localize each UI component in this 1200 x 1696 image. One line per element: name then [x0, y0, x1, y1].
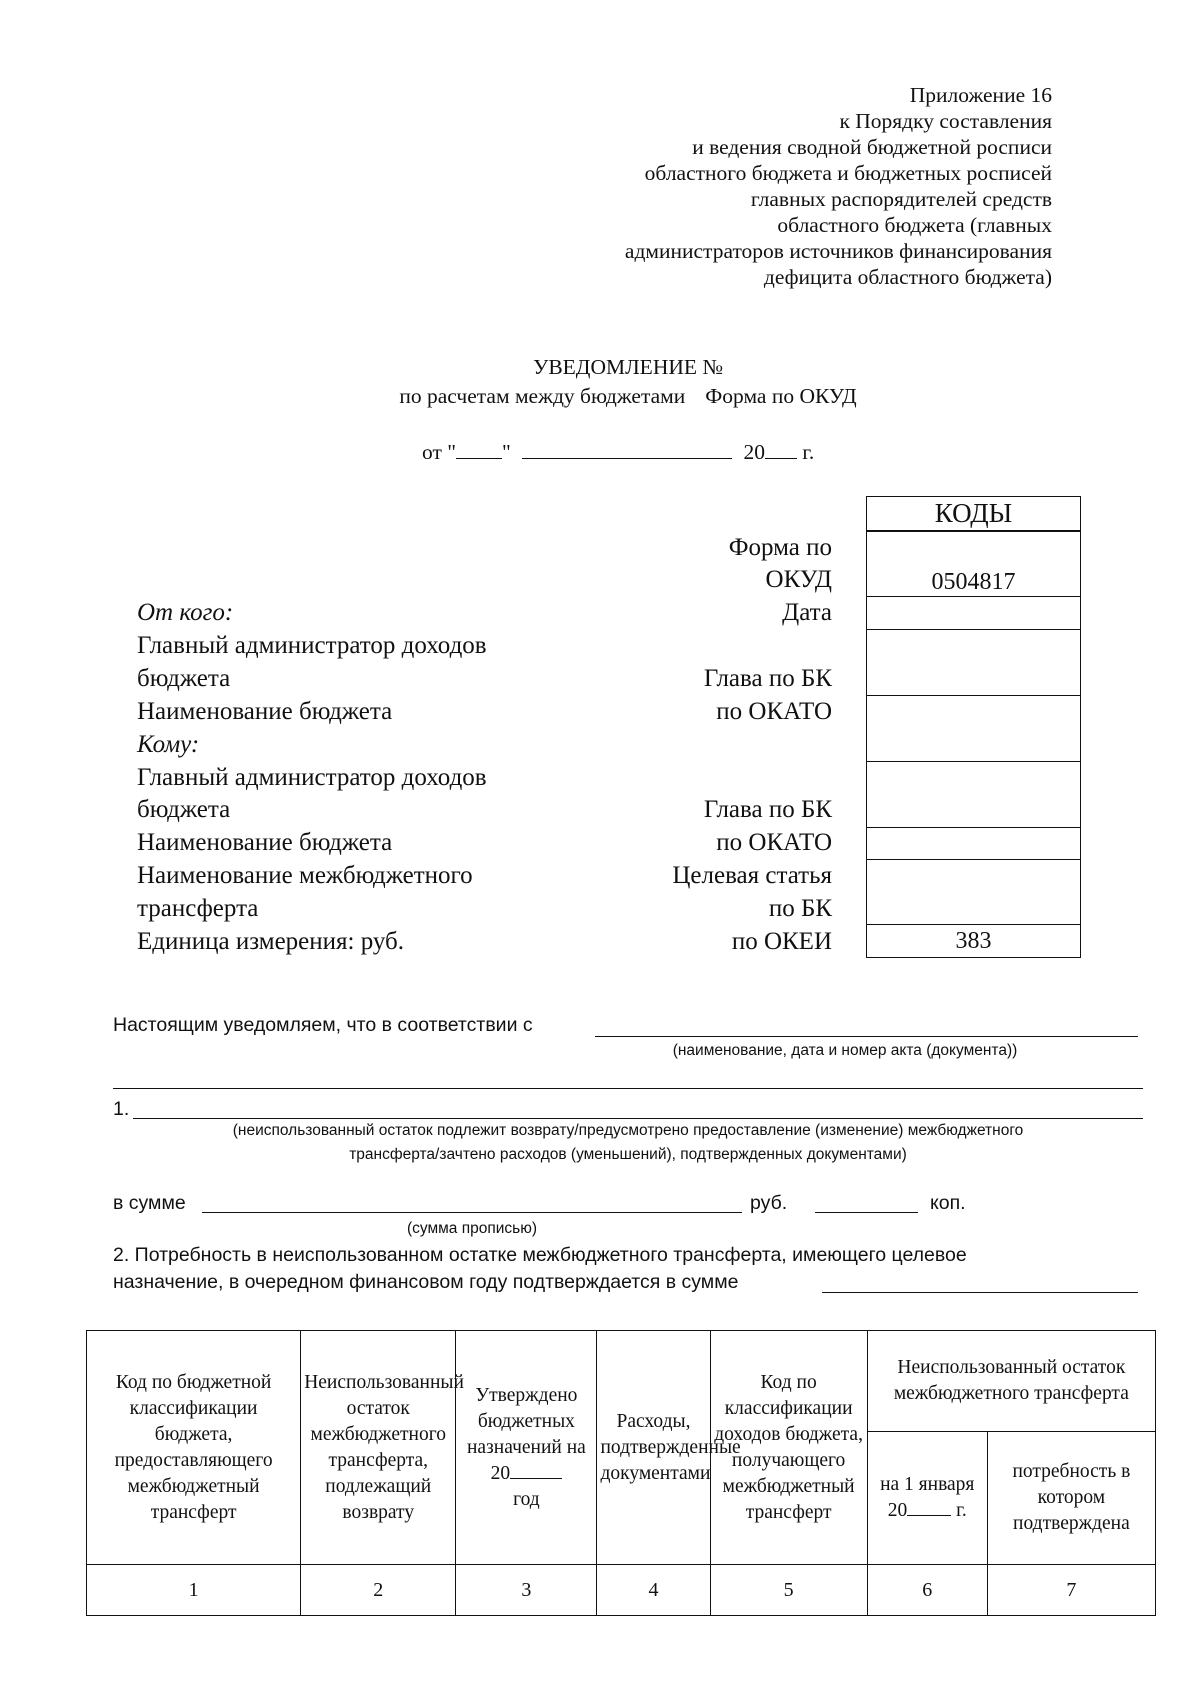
appendix-line: к Порядку составления [839, 109, 1052, 133]
appendix-line: областного бюджета и бюджетных росписей [644, 161, 1052, 185]
label-budget-1: бюджета [137, 665, 231, 692]
item2-blank [822, 1292, 1138, 1293]
day-blank [456, 440, 502, 459]
date-line [422, 440, 814, 465]
col-number: 7 [987, 1565, 1155, 1616]
sum-hint: (сумма прописью) [406, 1220, 538, 1237]
codes-header: КОДЫ [867, 497, 1081, 532]
label-unit: Единица измерения: руб. [137, 928, 405, 955]
chapter2-code-cell [867, 762, 1081, 828]
col-header-7: потребность в котором подтверждена [987, 1432, 1155, 1565]
appendix-header [492, 82, 1052, 290]
label-okato-2: по ОКАТО [716, 829, 832, 856]
col3-year-blank [510, 1464, 562, 1479]
transfer-table [86, 1330, 1156, 1616]
appendix-line: дефицита областного бюджета) [763, 265, 1052, 289]
label-transfer-name: Наименование межбюджетного [137, 862, 473, 889]
codes-table [866, 496, 1081, 958]
col-number: 4 [597, 1565, 710, 1616]
notify-blank-2 [113, 1088, 1143, 1089]
label-chapter-bk-2: Глава по БК [703, 796, 832, 823]
col-header-6-7: Неиспользованный остаток межбюджетного трансферта [867, 1331, 1155, 1432]
sum-rub: руб. [750, 1192, 788, 1214]
col-number: 3 [456, 1565, 597, 1616]
label-admin-2: Главный администратор доходов [137, 764, 487, 791]
col-number: 2 [301, 1565, 456, 1616]
col-header-3 [456, 1331, 597, 1565]
okei-code: 383 [955, 927, 992, 954]
notify-hint: (наименование, дата и номер акта (документа)) [672, 1042, 1018, 1059]
col-header-1: Код по бюджетной классификации бюджета, предоставляющего межбюджетный трансферт [87, 1331, 301, 1565]
appendix-line: администраторов источников финансирования [624, 239, 1052, 263]
label-po-bk: по БК [768, 895, 832, 922]
col6-year-blank [907, 1501, 951, 1516]
target-code-cell [867, 860, 1081, 925]
date-quote: " [502, 440, 511, 464]
item1-number: 1. [113, 1098, 130, 1120]
month-blank [522, 440, 732, 459]
label-okud: ОКУД [765, 566, 832, 593]
okato1-code-cell [867, 696, 1081, 762]
document-title: УВЕДОМЛЕНИЕ № [533, 355, 723, 379]
chapter1-code-cell [867, 630, 1081, 696]
col-header-4: Расходы, подтвержденные документами [597, 1331, 710, 1565]
item1-blank [133, 1118, 1143, 1119]
notify-text: Настоящим уведомляем, что в соответствии с [113, 1014, 533, 1036]
label-chapter-bk-1: Глава по БК [703, 665, 832, 692]
okud-code: 0504817 [931, 569, 1016, 595]
okato2-code-cell [867, 828, 1081, 860]
notify-blank [595, 1036, 1138, 1037]
subtitle-text: по расчетам между бюджетами [399, 384, 686, 408]
kop-blank [815, 1212, 918, 1213]
label-transfer: трансферта [137, 895, 259, 922]
label-form-po: Форма по [728, 534, 832, 561]
date-suffix: г. [802, 440, 815, 464]
item1-hint-2: трансферта/зачтено расходов (уменьшений), подтвержденных документами) [349, 1146, 907, 1163]
date-code-cell [867, 597, 1081, 630]
sum-prefix: в сумме [113, 1192, 186, 1214]
col-number: 1 [87, 1565, 301, 1616]
col-header-5: Код по классификации доходов бюджета, получающего межбюджетный трансферт [710, 1331, 867, 1565]
item1-hint-1: (неиспользованный остаток подлежит возврату/предусмотрено предоставление (изменение) межбюджетного [232, 1122, 1024, 1139]
label-date: Дата [782, 599, 832, 626]
col-header-3-year: год [513, 1488, 540, 1510]
appendix-line: областного бюджета (главных [777, 213, 1052, 237]
col-header-6-suffix: г. [956, 1500, 967, 1521]
label-budget-name-2: Наименование бюджета [137, 829, 393, 856]
okei-code-cell [867, 925, 1081, 958]
okud-code-cell [867, 531, 1081, 597]
appendix-line: Приложение 16 [909, 83, 1052, 107]
appendix-line: главных распорядителей средств [750, 187, 1052, 211]
col-number: 5 [710, 1565, 867, 1616]
date-prefix: от " [422, 440, 457, 464]
sum-blank [202, 1212, 742, 1213]
label-target: Целевая статья [672, 862, 832, 889]
label-budget-name-1: Наименование бюджета [137, 698, 393, 725]
item2-line-1: 2. Потребность в неиспользованном остатке межбюджетного трансферта, имеющего целевое [113, 1244, 967, 1266]
sum-kop: коп. [930, 1192, 966, 1214]
label-from: От кого: [137, 599, 234, 626]
appendix-line: и ведения сводной бюджетной росписи [692, 135, 1052, 159]
label-to: Кому: [137, 731, 200, 758]
col-number: 6 [867, 1565, 987, 1616]
label-okato-1: по ОКАТО [716, 698, 832, 725]
year-blank [765, 440, 797, 459]
col-header-2: Неиспользованный остаток межбюджетного трансферта, подлежащий возврату [301, 1331, 456, 1565]
subtitle-okud: Форма по ОКУД [705, 384, 857, 408]
label-admin-1: Главный администратор доходов [137, 632, 487, 659]
label-okei: по ОКЕИ [731, 928, 832, 955]
col-header-3-text: Утверждено бюджетных назначений на 20 [466, 1384, 586, 1484]
document-subtitle [0, 382, 1200, 410]
col-header-6 [867, 1432, 987, 1565]
date-year: 20 [743, 440, 766, 464]
col-header-6-text: на 1 января [880, 1474, 975, 1495]
item2-line-2: назначение, в очередном финансовом году подтверждается в сумме [113, 1271, 739, 1293]
label-budget-2: бюджета [137, 796, 231, 823]
col-header-6-year: 20 [887, 1500, 908, 1521]
